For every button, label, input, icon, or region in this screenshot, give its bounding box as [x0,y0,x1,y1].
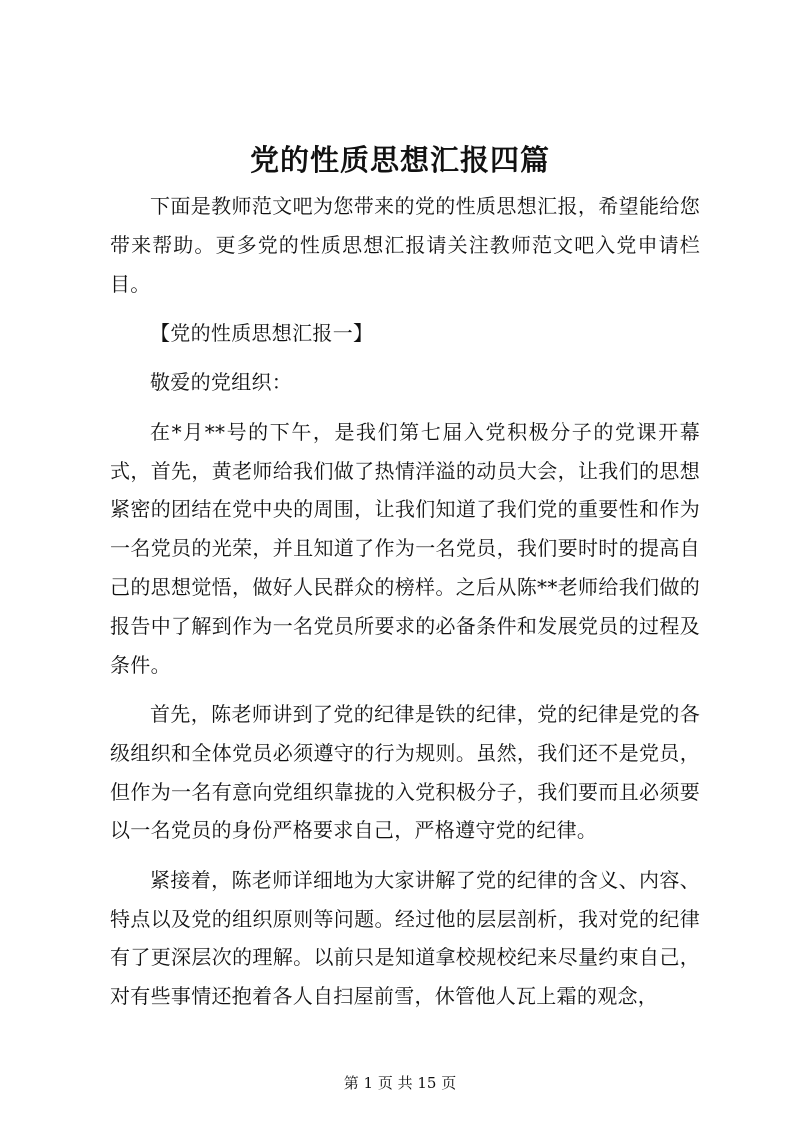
body-paragraph: 紧接着，陈老师详细地为大家讲解了党的纪律的含义、内容、特点以及党的组织原则等问题。经过他的层层剖析，我对党的纪律有了更深层次的理解。以前只是知道拿校规校纪来尽量约束自己，对有些事情还抱着各人自扫屋前雪，休管他人瓦上霜的观念， [110,867,700,1009]
page-footer: 第 1 页 共 15 页 [343,1074,457,1092]
document-body [110,187,700,1027]
page-title: 党的性质思想汇报四篇 [249,143,550,177]
section-heading: 【党的性质思想汇报一】 [150,320,374,345]
body-paragraph: 首先，陈老师讲到了党的纪律是铁的纪律，党的纪律是党的各级组织和全体党员必须遵守的行为规则。虽然，我们还不是党员，但作为一名有意向党组织靠拢的入党积极分子，我们要而且必须要以一名党员的身份严格要求自己，严格遵守党的纪律。 [110,701,700,843]
body-paragraph: 在*月**号的下午，是我们第七届入党积极分子的党课开幕式，首先，黄老师给我们做了热情洋溢的动员大会，让我们的思想紧密的团结在党中央的周围，让我们知道了我们党的重要性和作为一名党员的光荣，并且知道了作为一名党员，我们要时时的提高自己的思想觉悟，做好人民群众的榜样。之后从陈**老师给我们做的报告中了解到作为一名党员所要求的必备条件和发展党员的过程及条件。 [110,419,700,677]
salutation: 敬爱的党组织： [150,370,293,395]
intro-paragraph: 下面是教师范文吧为您带来的党的性质思想汇报，希望能给您带来帮助。更多党的性质思想汇报请关注教师范文吧入党申请栏目。 [110,194,700,296]
